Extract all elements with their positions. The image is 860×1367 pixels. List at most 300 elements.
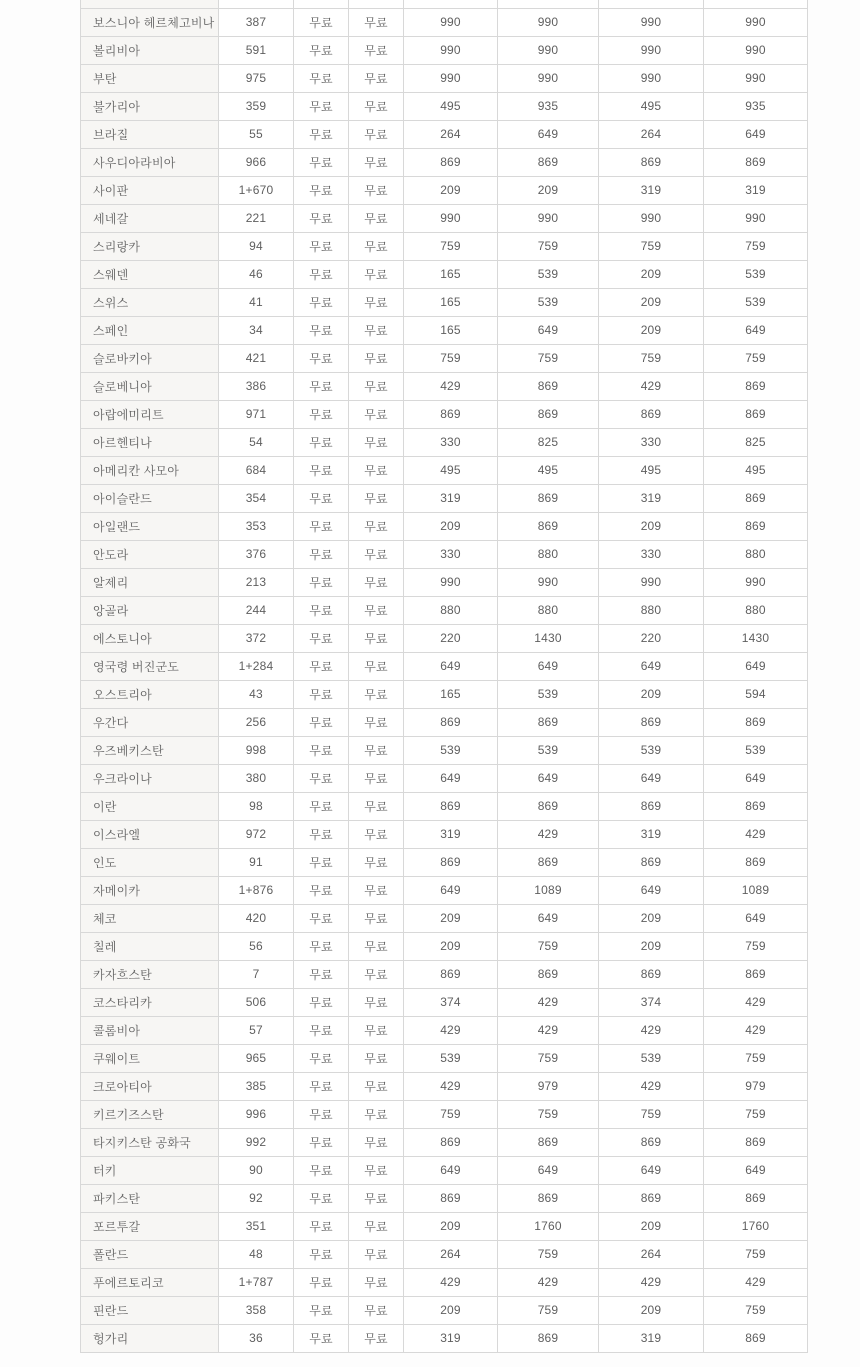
rate-cell: 429	[599, 372, 704, 400]
free-call-cell: 무료	[349, 1072, 404, 1100]
country-cell: 영국령 버진군도	[81, 652, 219, 680]
table-row	[81, 512, 808, 540]
free-call-cell: 무료	[294, 428, 349, 456]
free-call-cell: 무료	[294, 596, 349, 624]
country-code-cell: 506	[219, 988, 294, 1016]
rate-cell: 880	[498, 596, 599, 624]
rate-cell: 429	[404, 1268, 498, 1296]
rate-cell: 759	[704, 1240, 808, 1268]
rate-cell: 990	[599, 8, 704, 36]
rate-cell: 165	[404, 316, 498, 344]
country-code-cell: 372	[219, 624, 294, 652]
rate-cell: 759	[704, 1044, 808, 1072]
country-cell: 슬로바키아	[81, 344, 219, 372]
free-call-cell: 무료	[294, 820, 349, 848]
rate-cell: 649	[498, 316, 599, 344]
free-call-cell: 무료	[349, 344, 404, 372]
rate-cell: 319	[404, 820, 498, 848]
free-call-cell: 무료	[349, 1212, 404, 1240]
rate-cell: 429	[704, 1268, 808, 1296]
rate-cell: 880	[498, 540, 599, 568]
rate-cell: 649	[404, 876, 498, 904]
country-code-cell	[219, 0, 294, 8]
free-call-cell: 무료	[349, 36, 404, 64]
rate-cell: 990	[704, 204, 808, 232]
country-cell	[81, 0, 219, 8]
free-call-cell: 무료	[349, 596, 404, 624]
free-call-cell: 무료	[349, 8, 404, 36]
rate-cell: 869	[704, 792, 808, 820]
rate-cell: 319	[404, 1324, 498, 1352]
table-row	[81, 204, 808, 232]
free-call-cell: 무료	[349, 484, 404, 512]
rate-cell: 319	[599, 820, 704, 848]
rate-cell: 869	[704, 1128, 808, 1156]
table-row	[81, 904, 808, 932]
rate-cell: 869	[599, 960, 704, 988]
rate-cell: 869	[599, 148, 704, 176]
free-call-cell: 무료	[294, 1296, 349, 1324]
free-call-cell: 무료	[294, 848, 349, 876]
table-row	[81, 1072, 808, 1100]
rate-cell: 264	[404, 1240, 498, 1268]
free-call-cell: 무료	[294, 36, 349, 64]
table-row	[81, 792, 808, 820]
free-call-cell: 무료	[294, 148, 349, 176]
country-code-cell: 354	[219, 484, 294, 512]
rate-cell: 649	[599, 652, 704, 680]
table-row	[81, 372, 808, 400]
rate-cell: 869	[404, 400, 498, 428]
rate-cell: 869	[704, 848, 808, 876]
rate-cell: 649	[498, 652, 599, 680]
table-row	[81, 848, 808, 876]
free-call-cell: 무료	[349, 456, 404, 484]
free-call-cell: 무료	[349, 428, 404, 456]
free-call-cell: 무료	[349, 680, 404, 708]
country-cell: 코스타리카	[81, 988, 219, 1016]
country-code-cell: 57	[219, 1016, 294, 1044]
country-code-cell: 966	[219, 148, 294, 176]
rate-cell: 825	[498, 428, 599, 456]
rate-cell: 165	[404, 260, 498, 288]
country-code-cell: 90	[219, 1156, 294, 1184]
table-row	[81, 1240, 808, 1268]
table-row	[81, 36, 808, 64]
country-cell: 불가리아	[81, 92, 219, 120]
rate-cell: 1089	[498, 876, 599, 904]
rate-cell	[599, 0, 704, 8]
country-code-cell: 92	[219, 1184, 294, 1212]
free-call-cell: 무료	[349, 848, 404, 876]
free-call-cell: 무료	[349, 820, 404, 848]
rate-cell: 990	[404, 204, 498, 232]
rate-cell: 209	[599, 932, 704, 960]
country-cell: 타지키스탄 공화국	[81, 1128, 219, 1156]
rate-cell: 869	[704, 148, 808, 176]
rate-cell: 759	[498, 1100, 599, 1128]
free-call-cell: 무료	[294, 1016, 349, 1044]
rate-cell: 869	[498, 372, 599, 400]
rate-cell: 429	[404, 1072, 498, 1100]
country-cell: 푸에르토리코	[81, 1268, 219, 1296]
country-code-cell: 998	[219, 736, 294, 764]
rate-cell: 759	[704, 1296, 808, 1324]
rate-cell: 209	[404, 176, 498, 204]
rate-cell: 495	[404, 92, 498, 120]
free-call-cell: 무료	[294, 288, 349, 316]
table-row	[81, 652, 808, 680]
rate-cell: 209	[404, 932, 498, 960]
rate-cell: 209	[599, 1296, 704, 1324]
table-row	[81, 232, 808, 260]
rate-cell: 759	[404, 1100, 498, 1128]
rate-cell: 759	[404, 344, 498, 372]
rate-cell: 759	[498, 1044, 599, 1072]
free-call-cell: 무료	[349, 1296, 404, 1324]
country-cell: 아메리칸 사모아	[81, 456, 219, 484]
free-call-cell: 무료	[349, 120, 404, 148]
table-row	[81, 1324, 808, 1352]
rate-cell: 759	[704, 344, 808, 372]
rate-cell: 759	[599, 1100, 704, 1128]
rate-cell: 495	[498, 456, 599, 484]
rate-cell: 319	[704, 176, 808, 204]
free-call-cell: 무료	[349, 568, 404, 596]
free-call-cell: 무료	[294, 260, 349, 288]
country-cell: 파키스탄	[81, 1184, 219, 1212]
rate-cell: 209	[404, 1212, 498, 1240]
rate-cell: 869	[498, 484, 599, 512]
rate-cell: 869	[704, 1324, 808, 1352]
country-code-cell: 376	[219, 540, 294, 568]
table-row	[81, 484, 808, 512]
country-code-cell: 48	[219, 1240, 294, 1268]
free-call-cell: 무료	[294, 736, 349, 764]
country-cell: 우크라이나	[81, 764, 219, 792]
rate-cell: 330	[404, 540, 498, 568]
rate-cell: 869	[498, 708, 599, 736]
country-code-cell: 46	[219, 260, 294, 288]
rate-cell: 220	[599, 624, 704, 652]
rate-cell: 319	[599, 1324, 704, 1352]
country-cell: 아일랜드	[81, 512, 219, 540]
country-code-cell: 34	[219, 316, 294, 344]
free-call-cell: 무료	[294, 1100, 349, 1128]
free-call-cell: 무료	[294, 484, 349, 512]
rate-cell: 935	[704, 92, 808, 120]
free-call-cell: 무료	[294, 372, 349, 400]
country-cell: 인도	[81, 848, 219, 876]
table-row	[81, 288, 808, 316]
free-call-cell: 무료	[349, 876, 404, 904]
rate-cell: 429	[704, 1016, 808, 1044]
rate-cell: 1760	[704, 1212, 808, 1240]
rate-cell: 330	[599, 428, 704, 456]
free-call-cell: 무료	[294, 1324, 349, 1352]
free-call-cell: 무료	[294, 1128, 349, 1156]
table-row	[81, 1268, 808, 1296]
free-call-cell: 무료	[349, 904, 404, 932]
table-row	[81, 92, 808, 120]
rate-cell: 869	[704, 372, 808, 400]
rate-cell: 495	[599, 456, 704, 484]
free-call-cell: 무료	[294, 8, 349, 36]
free-call-cell: 무료	[294, 1156, 349, 1184]
rate-cell: 759	[498, 344, 599, 372]
rate-cell: 880	[704, 596, 808, 624]
rate-cell: 869	[704, 400, 808, 428]
rate-cell: 319	[404, 484, 498, 512]
rate-cell: 880	[704, 540, 808, 568]
rate-cell: 880	[404, 596, 498, 624]
country-cell: 쿠웨이트	[81, 1044, 219, 1072]
free-call-cell: 무료	[294, 652, 349, 680]
table-row	[81, 932, 808, 960]
rate-cell: 869	[498, 148, 599, 176]
rate-cell: 209	[599, 1212, 704, 1240]
free-call-cell: 무료	[294, 92, 349, 120]
country-code-cell: 965	[219, 1044, 294, 1072]
rate-cell: 649	[704, 764, 808, 792]
country-cell: 안도라	[81, 540, 219, 568]
rate-cell: 429	[498, 988, 599, 1016]
country-cell: 브라질	[81, 120, 219, 148]
country-cell: 보스니아 헤르체고비나	[81, 8, 219, 36]
table-row	[81, 148, 808, 176]
table-row	[81, 1212, 808, 1240]
country-code-cell: 975	[219, 64, 294, 92]
free-call-cell: 무료	[349, 764, 404, 792]
free-call-cell: 무료	[349, 316, 404, 344]
country-code-cell: 244	[219, 596, 294, 624]
free-call-cell: 무료	[294, 932, 349, 960]
rate-cell: 990	[599, 64, 704, 92]
rate-cell: 539	[704, 260, 808, 288]
rate-cell: 539	[498, 288, 599, 316]
country-cell: 키르기즈스탄	[81, 1100, 219, 1128]
rate-cell: 649	[404, 764, 498, 792]
country-code-cell: 386	[219, 372, 294, 400]
rate-cell: 869	[599, 400, 704, 428]
table-row	[81, 960, 808, 988]
table-row	[81, 736, 808, 764]
rate-cell: 990	[704, 64, 808, 92]
free-call-cell: 무료	[349, 64, 404, 92]
free-call-cell: 무료	[294, 1184, 349, 1212]
country-code-cell: 54	[219, 428, 294, 456]
country-cell: 크로아티아	[81, 1072, 219, 1100]
free-call-cell: 무료	[294, 400, 349, 428]
table-row	[81, 680, 808, 708]
free-call-cell: 무료	[349, 148, 404, 176]
free-call-cell: 무료	[294, 960, 349, 988]
free-call-cell: 무료	[294, 708, 349, 736]
country-code-cell: 972	[219, 820, 294, 848]
country-cell: 체코	[81, 904, 219, 932]
rate-cell: 374	[599, 988, 704, 1016]
rate-cell: 869	[599, 848, 704, 876]
country-cell: 자메이카	[81, 876, 219, 904]
free-call-cell: 무료	[349, 736, 404, 764]
rate-cell: 209	[599, 316, 704, 344]
country-code-cell: 420	[219, 904, 294, 932]
rate-cell: 220	[404, 624, 498, 652]
rate-cell: 759	[498, 1296, 599, 1324]
free-call-cell: 무료	[349, 92, 404, 120]
free-call-cell: 무료	[294, 316, 349, 344]
country-cell: 스리랑카	[81, 232, 219, 260]
table-row	[81, 596, 808, 624]
rate-cell: 649	[599, 1156, 704, 1184]
rate-cell: 429	[498, 820, 599, 848]
country-cell: 우간다	[81, 708, 219, 736]
free-call-cell: 무료	[349, 624, 404, 652]
free-call-cell: 무료	[349, 400, 404, 428]
country-cell: 아이슬란드	[81, 484, 219, 512]
rate-cell: 374	[404, 988, 498, 1016]
free-call-cell: 무료	[349, 260, 404, 288]
rate-cell: 990	[498, 36, 599, 64]
rate-cell: 429	[704, 988, 808, 1016]
free-call-cell: 무료	[294, 1268, 349, 1296]
free-call-cell: 무료	[294, 456, 349, 484]
country-code-cell: 421	[219, 344, 294, 372]
table-row	[81, 988, 808, 1016]
rate-cell: 649	[704, 1156, 808, 1184]
country-cell: 아르헨티나	[81, 428, 219, 456]
country-cell: 에스토니아	[81, 624, 219, 652]
rate-cell: 990	[704, 36, 808, 64]
rate-cell: 649	[498, 120, 599, 148]
rate-cell: 539	[599, 1044, 704, 1072]
table-row	[81, 8, 808, 36]
rate-cell: 759	[704, 232, 808, 260]
country-code-cell: 1+284	[219, 652, 294, 680]
country-code-cell: 43	[219, 680, 294, 708]
rate-cell: 990	[404, 8, 498, 36]
rate-cell: 825	[704, 428, 808, 456]
rate-cell: 990	[404, 64, 498, 92]
rate-cell: 869	[704, 484, 808, 512]
rate-cell: 429	[404, 372, 498, 400]
rate-cell: 759	[498, 932, 599, 960]
country-cell: 칠레	[81, 932, 219, 960]
rate-cell: 209	[404, 1296, 498, 1324]
rate-cell: 264	[404, 120, 498, 148]
table-row	[81, 428, 808, 456]
country-code-cell: 7	[219, 960, 294, 988]
free-call-cell: 무료	[294, 1044, 349, 1072]
country-code-cell: 358	[219, 1296, 294, 1324]
rate-cell: 209	[599, 288, 704, 316]
country-cell: 아랍에미리트	[81, 400, 219, 428]
rate-cell: 209	[599, 904, 704, 932]
free-call-cell: 무료	[349, 932, 404, 960]
rate-cell: 1430	[704, 624, 808, 652]
country-rates-table-container	[80, 0, 808, 1353]
country-code-cell: 684	[219, 456, 294, 484]
rate-cell: 209	[599, 512, 704, 540]
country-code-cell: 992	[219, 1128, 294, 1156]
table-row	[81, 456, 808, 484]
rate-cell: 330	[599, 540, 704, 568]
rate-cell: 759	[498, 1240, 599, 1268]
rate-cell: 649	[704, 904, 808, 932]
country-code-cell: 359	[219, 92, 294, 120]
rate-cell: 869	[498, 1128, 599, 1156]
rate-cell: 869	[599, 708, 704, 736]
country-code-cell: 1+670	[219, 176, 294, 204]
country-cell: 이스라엘	[81, 820, 219, 848]
free-call-cell	[349, 0, 404, 8]
rate-cell: 869	[704, 960, 808, 988]
country-code-cell: 91	[219, 848, 294, 876]
free-call-cell: 무료	[294, 1212, 349, 1240]
country-code-cell: 36	[219, 1324, 294, 1352]
country-cell: 우즈베키스탄	[81, 736, 219, 764]
rate-cell: 429	[498, 1016, 599, 1044]
country-code-cell: 221	[219, 204, 294, 232]
free-call-cell: 무료	[349, 540, 404, 568]
country-code-cell: 94	[219, 232, 294, 260]
table-row	[81, 1156, 808, 1184]
rate-cell: 990	[704, 8, 808, 36]
rate-cell	[704, 0, 808, 8]
table-row	[81, 400, 808, 428]
rate-cell: 429	[599, 1268, 704, 1296]
table-row	[81, 64, 808, 92]
free-call-cell: 무료	[294, 988, 349, 1016]
free-call-cell: 무료	[349, 1100, 404, 1128]
rate-cell: 649	[498, 904, 599, 932]
rate-cell: 539	[404, 736, 498, 764]
rate-cell: 869	[599, 1128, 704, 1156]
free-call-cell: 무료	[349, 288, 404, 316]
rate-cell: 649	[704, 652, 808, 680]
rate-cell: 165	[404, 680, 498, 708]
country-code-cell: 971	[219, 400, 294, 428]
free-call-cell: 무료	[349, 1016, 404, 1044]
free-call-cell: 무료	[294, 176, 349, 204]
free-call-cell: 무료	[294, 204, 349, 232]
country-cell: 오스트리아	[81, 680, 219, 708]
table-row	[81, 1044, 808, 1072]
free-call-cell: 무료	[294, 232, 349, 260]
free-call-cell: 무료	[294, 344, 349, 372]
free-call-cell: 무료	[349, 512, 404, 540]
table-row	[81, 568, 808, 596]
rate-cell: 209	[498, 176, 599, 204]
rate-cell: 539	[599, 736, 704, 764]
rate-cell: 990	[599, 568, 704, 596]
rate-cell: 319	[599, 484, 704, 512]
country-cell: 헝가리	[81, 1324, 219, 1352]
rate-cell: 264	[599, 120, 704, 148]
table-row	[81, 176, 808, 204]
rate-cell: 1430	[498, 624, 599, 652]
rate-cell: 495	[404, 456, 498, 484]
free-call-cell: 무료	[349, 1044, 404, 1072]
table-row	[81, 1296, 808, 1324]
rate-cell: 649	[704, 120, 808, 148]
table-row	[81, 344, 808, 372]
free-call-cell: 무료	[349, 176, 404, 204]
rate-cell: 869	[498, 792, 599, 820]
free-call-cell: 무료	[294, 904, 349, 932]
free-call-cell: 무료	[294, 64, 349, 92]
rate-cell: 649	[704, 316, 808, 344]
